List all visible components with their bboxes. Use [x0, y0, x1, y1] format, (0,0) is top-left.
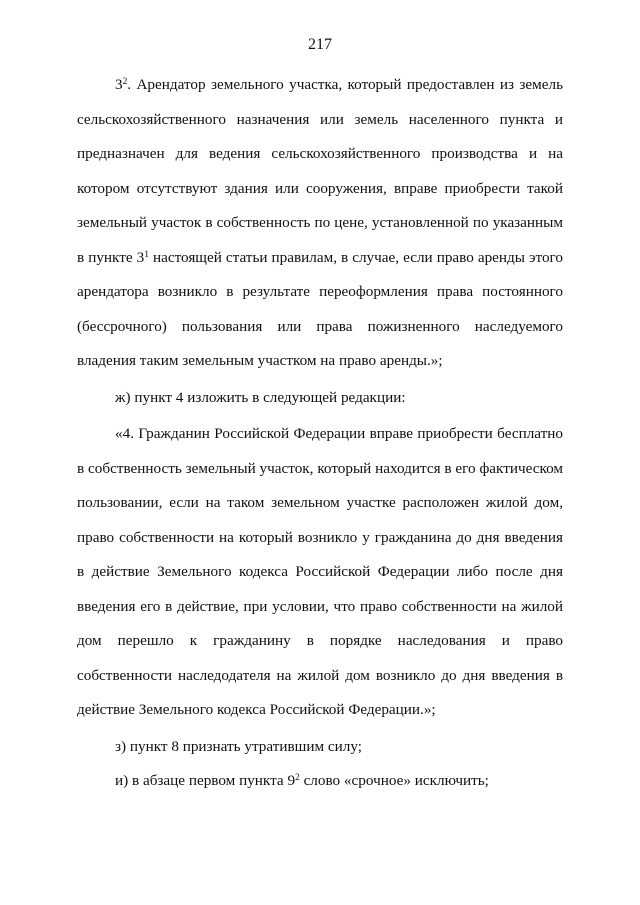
- paragraph-i-text-part-2: слово «срочное» исключить;: [299, 772, 489, 789]
- paragraph-i-text-part-1: и) в абзаце первом пункта 9: [115, 772, 296, 789]
- paragraph-i-superscript: 2: [295, 772, 300, 783]
- paragraph-3-2-text-part-1: . Арендатор земельного участка, который предоставлен из земель сельскохозяйственного назначения или земель населенного пункта и предназначен для ведения сельскохозяйственного производства и на котором отсутствуют здания или сооружения, вправе приобрести такой земельный участок в собственность по цене, установленной по указанным в пункте 3: [77, 76, 563, 266]
- paragraph-4: «4. Гражданин Российской Федерации вправе приобрести бесплатно в собственность земельный участок, который находится в его фактическом пользовании, если на таком земельном участке расположен жилой дом, право собственности на который возникло у гражданина до дня введения в действие Земельного кодекса Российской Федерации либо после дня введения его в действие, при условии, что право собственности на жилой дом перешло к гражданину в порядке наследования и право собственности наследодателя на жилой дом возникло до дня введения в действие Земельного кодекса Российской Федерации.»;: [77, 425, 563, 718]
- paragraph-zh: ж) пункт 4 изложить в следующей редакции:: [115, 388, 406, 406]
- document-body: [77, 68, 563, 799]
- paragraph-i: [77, 764, 563, 799]
- paragraph-3-2: [77, 68, 563, 379]
- paragraph-3-2-number: 3: [115, 76, 123, 93]
- paragraph-z: з) пункт 8 признать утратившим силу;: [115, 737, 362, 755]
- paragraph-3-2-text-part-2: настоящей статьи правилам, в случае, если право аренды этого арендатора возникло в результате переоформления права постоянного (бессрочного) пользования или права пожизненного наследуемого владения таким земельным участком на право аренды.»;: [77, 248, 564, 369]
- page-number: 217: [308, 36, 332, 53]
- paragraph-3-2-reference-superscript: 1: [144, 249, 149, 260]
- paragraph-3-2-number-superscript: 2: [122, 76, 128, 87]
